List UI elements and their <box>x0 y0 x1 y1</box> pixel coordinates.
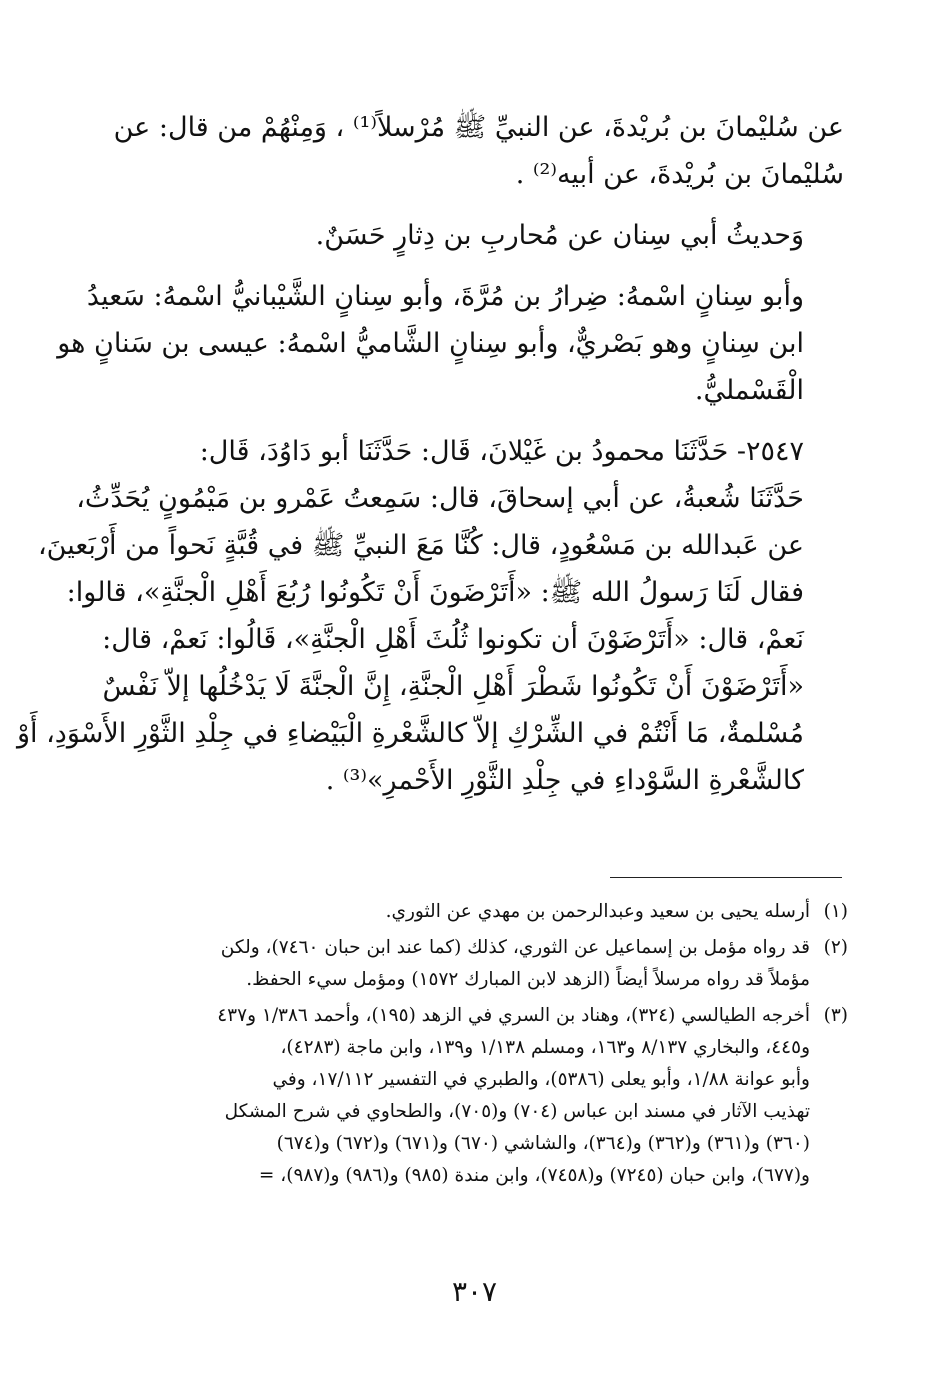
footnote-line: مؤملاً قد رواه مرسلاً أيضاً (الزهد لابن المبارك ١٥٧٢) ومؤمل سيء الحفظ. <box>246 969 810 990</box>
text-line: وأبو سِنانٍ اسْمهُ: ضِرارُ بن مُرَّةَ، وأبو سِنانٍ الشَّيْبانيُّ اسْمهُ: سَعيدُ <box>86 281 804 312</box>
footnote-line: و٤٤٥، والبخاري ٨/١٣٧ و١٦٣، ومسلم ١/١٣٨ و١٣٩، وابن ماجة (٤٢٨٣)، <box>280 1037 810 1058</box>
footnote-3 <box>108 1000 848 1192</box>
footnote-line: أخرجه الطيالسي (٣٢٤)، وهناد بن السري في الزهد (١٩٥)، وأحمد ١/٣٨٦ و٤٣٧ <box>217 1005 810 1026</box>
text-line: عن سُليْمانَ بن بُريْدةَ، عن النبيِّ ﷺ مُرْسلاً⁽¹⁾ ، وَمِنْهُمْ من قال: عن <box>113 112 844 143</box>
footnote-line: و(٦٧٧)، وابن حبان (٧٢٤٥) و(٧٤٥٨)، وابن مندة (٩٨٥) و(٩٨٦) و(٩٨٧)، = <box>258 1165 810 1186</box>
text-line: كالشَّعْرةِ السَّوْداءِ في جِلْدِ الثَّوْرِ الأَحْمرِ»⁽³⁾ . <box>325 765 804 796</box>
text-line: ابن سِنانٍ وهو بَصْريٌّ، وأبو سِنانٍ الشَّاميُّ اسْمهُ: عيسى بن سَنانٍ هو <box>57 328 804 359</box>
text-line: عن عَبدالله بن مَسْعُودٍ، قال: كُنَّا مَعَ النبيِّ ﷺ في قُبَّةٍ نَحواً من أَرْبَعينَ، <box>37 530 804 561</box>
hadith-paragraph <box>16 428 844 804</box>
footnote-number: (٢) <box>823 937 848 958</box>
footnote-body <box>108 932 810 996</box>
footnote-line: وأبو عوانة ١/٨٨، وأبو يعلى (٥٣٨٦)، والطبري في التفسير ١٧/١١٢، وفي <box>272 1069 810 1090</box>
text-line: وَحديثُ أبي سِنان عن مُحاربِ بن دِثارٍ حَسَنٌ. <box>315 220 804 251</box>
text-line: نَعمْ، قال: «أَتَرْضَوْنَ أن تكونوا ثُلُثَ أَهْلِ الْجنَّةِ»، قَالُوا: نَعمْ، قال: <box>102 624 804 655</box>
footnotes <box>108 896 848 1196</box>
footnote-number: (٣) <box>823 1005 848 1026</box>
text-line: ٢٥٤٧- حَدَّثَنَا محمودُ بن غَيْلانَ، قَال: حَدَّثَنَا أبو دَاوُدَ، قَال: <box>199 436 804 467</box>
text-line: حَدَّثَنَا شُعبةُ، عن أبي إسحاقَ، قال: سَمِعتُ عَمْرو بن مَيْمُونٍ يُحَدِّثُ، <box>76 483 804 514</box>
footnote-line: تهذيب الآثار في مسند ابن عباس (٧٠٤) و(٧٠٥)، والطحاوي في شرح المشكل <box>224 1101 810 1122</box>
page-number: ٣٠٧ <box>451 1275 498 1308</box>
paragraph <box>113 104 844 198</box>
paragraph <box>128 212 844 259</box>
footnote-line: أرسله يحيى بن سعيد وعبدالرحمن بن مهدي عن الثوري. <box>385 901 810 922</box>
footnote-1 <box>108 896 848 928</box>
text-line: سُليْمانَ بن بُريْدةَ، عن أبيه⁽²⁾ . <box>515 159 844 190</box>
text-line: مُسْلمةٌ، مَا أَنْتُمْ في الشِّرْكِ إلاّ كالشَّعْرةِ الْبَيْضاءِ في جِلْدِ الثَّوْرِ الأَسْوَدِ، أَوْ <box>16 718 804 749</box>
footnote-2 <box>108 932 848 996</box>
footnote-line: (٣٦٠) و(٣٦١) و(٣٦٢) و(٣٦٤)، والشاشي (٦٧٠) و(٦٧١) و(٦٧٢) و(٦٧٤) <box>276 1133 810 1154</box>
text-line: الْقَسْمليُّ. <box>694 375 804 406</box>
text-line: فقال لَنَا رَسولُ الله ﷺ: «أَتَرْضَونَ أَنْ تَكُونُوا رُبُعَ أَهْلِ الْجنَّةِ»، قالوا: <box>66 577 804 608</box>
footnote-body <box>108 1000 810 1192</box>
footnote-line: قد رواه مؤمل بن إسماعيل عن الثوري، كذلك (كما عند ابن حبان ٧٤٦٠)، ولكن <box>220 937 810 958</box>
footnote-number: (١) <box>823 901 848 922</box>
footnote-divider <box>610 877 842 878</box>
text-line: «أَتَرْضَوْنَ أَنْ تَكُونُوا شَطْرَ أَهْلِ الْجنَّةِ، إِنَّ الْجنَّةَ لَا يَدْخُلُها إلاّ نَفْسٌ <box>102 671 804 702</box>
footnote-body <box>108 896 810 928</box>
main-text <box>16 104 844 818</box>
paragraph <box>57 273 844 414</box>
